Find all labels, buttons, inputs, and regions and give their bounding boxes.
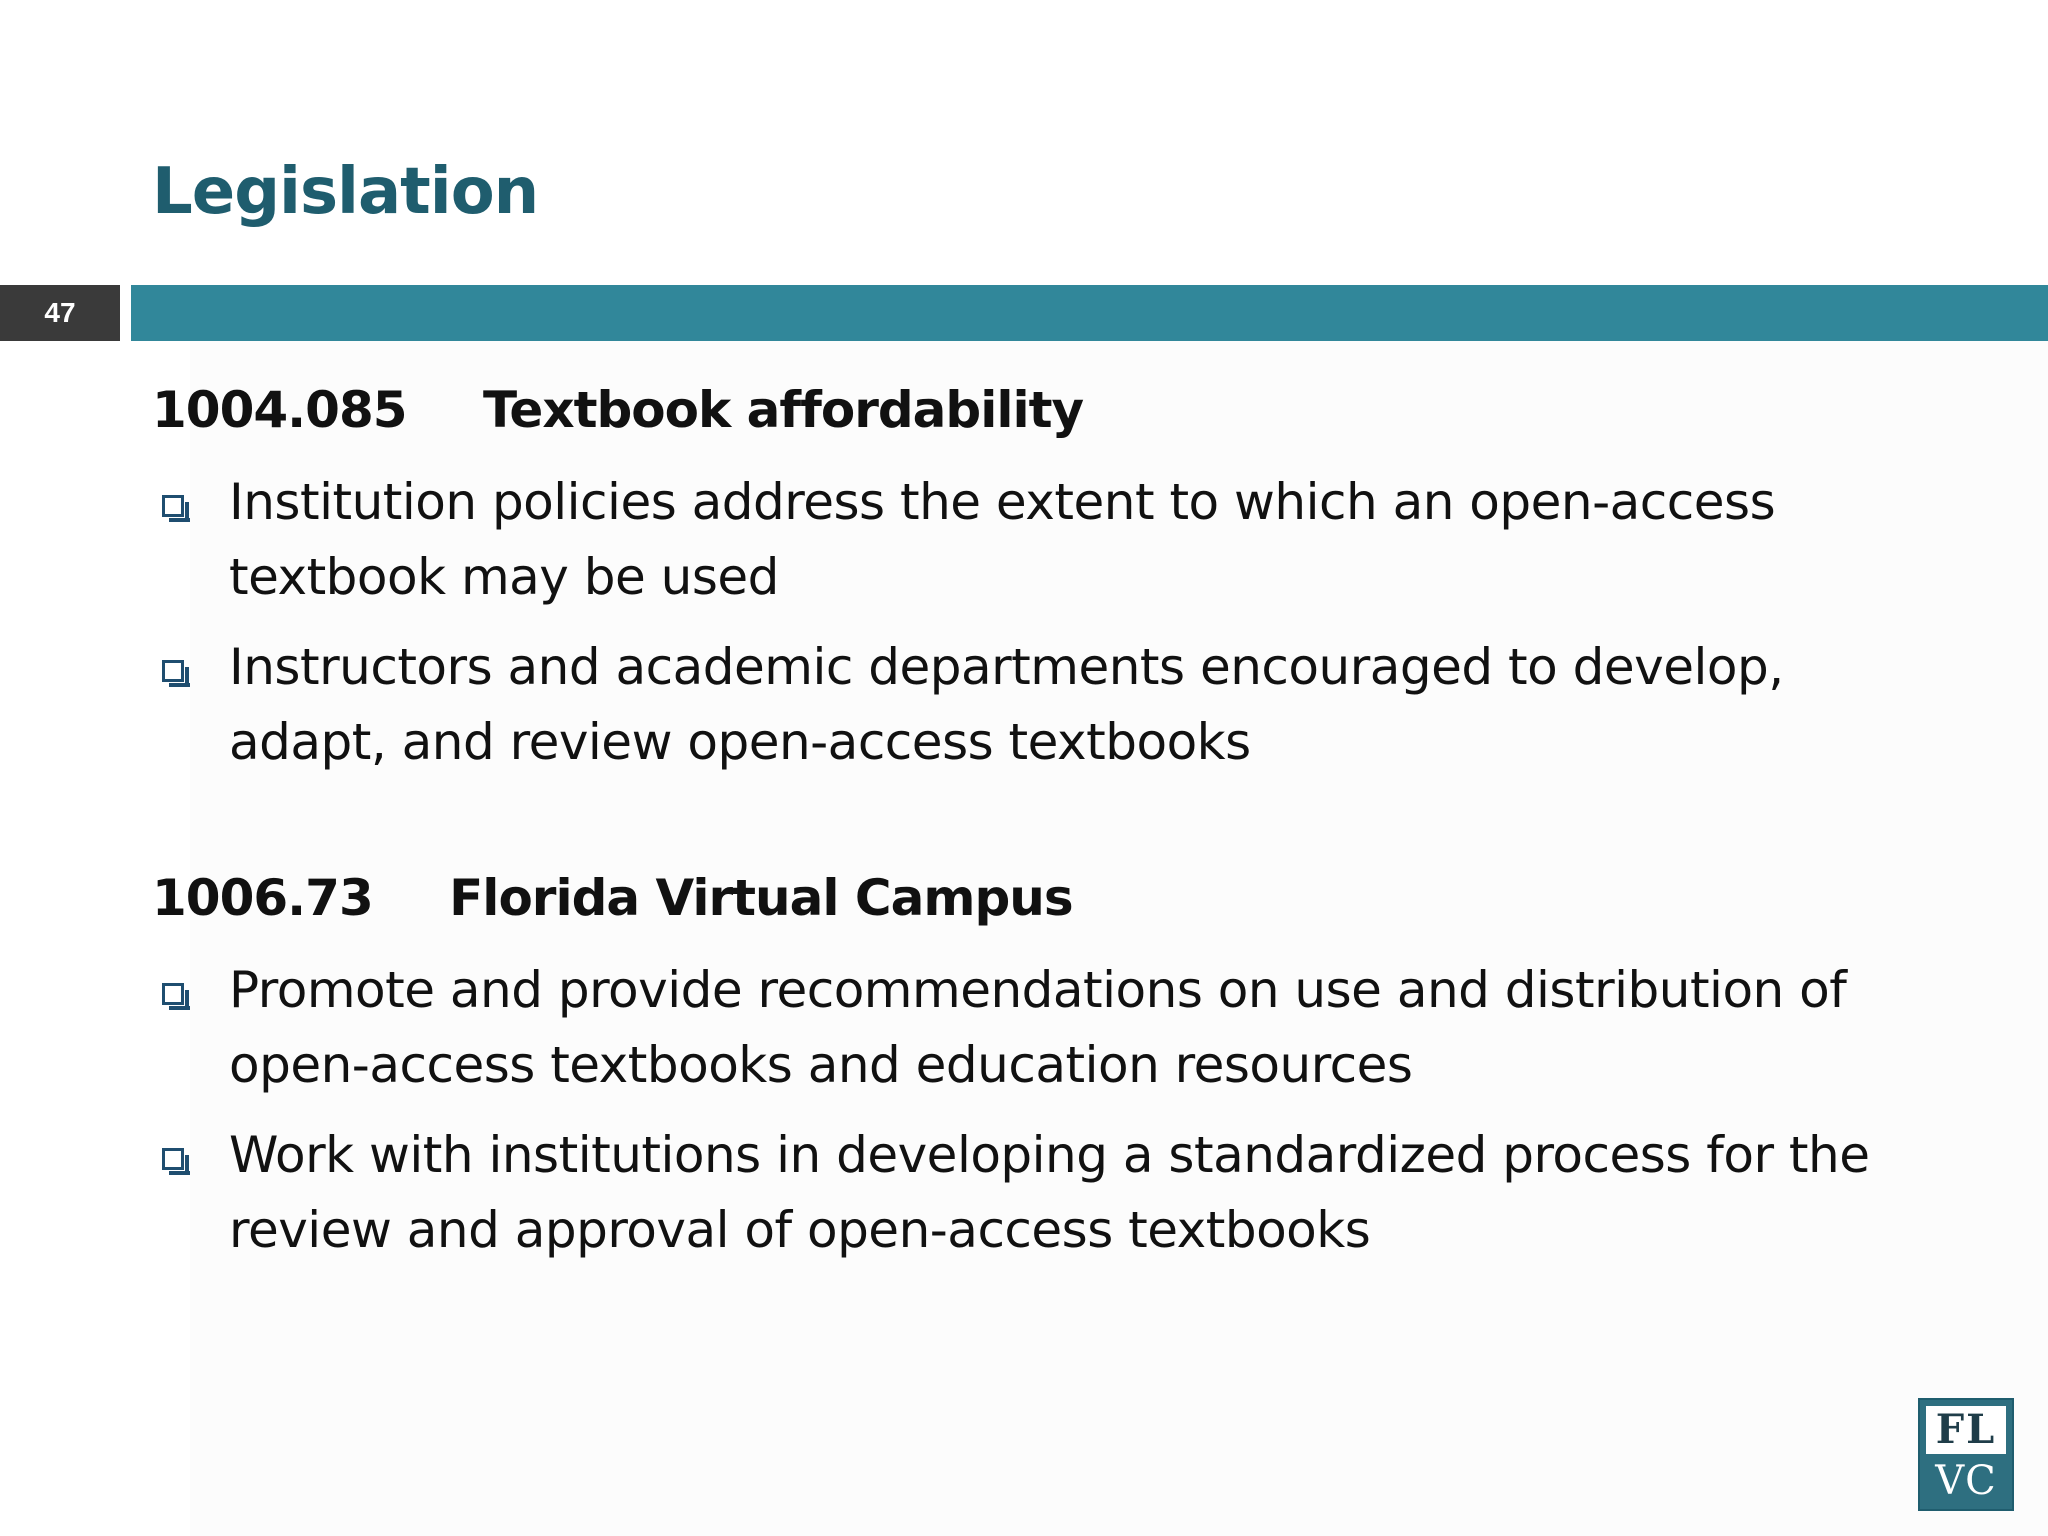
checkbox-icon <box>162 1148 184 1170</box>
section-florida-virtual-campus <box>152 858 1952 1268</box>
bullet-text: Institution policies address the extent to which an open-access textbook may be used <box>229 473 1776 606</box>
section-heading <box>152 370 1952 450</box>
bullet-text: Work with institutions in developing a standardized process for the review and approval of open-access textbooks <box>229 1126 1870 1259</box>
logo-top-text: FL <box>1926 1406 2006 1454</box>
list-item <box>152 953 1952 1103</box>
statute-name: Textbook affordability <box>482 381 1084 439</box>
checkbox-icon <box>162 983 184 1005</box>
bullet-text: Promote and provide recommendations on use and distribution of open-access textbooks and education resources <box>229 961 1847 1094</box>
bullet-text: Instructors and academic departments encouraged to develop, adapt, and review open-access textbooks <box>229 638 1784 771</box>
statute-name: Florida Virtual Campus <box>449 869 1073 927</box>
statute-code: 1006.73 <box>152 869 373 927</box>
flvc-logo <box>1918 1398 2014 1511</box>
statute-code: 1004.085 <box>152 381 407 439</box>
page-number-badge <box>0 285 120 341</box>
page-number: 47 <box>44 297 76 328</box>
title-divider-bar <box>131 285 2048 341</box>
logo-bottom-text: VC <box>1935 1458 1997 1504</box>
section-textbook-affordability <box>152 370 1952 780</box>
list-item <box>152 465 1952 615</box>
section-heading <box>152 858 1952 938</box>
bullet-list <box>152 953 1952 1268</box>
checkbox-icon <box>162 495 184 517</box>
list-item <box>152 1118 1952 1268</box>
page-title: Legislation <box>152 155 539 229</box>
bullet-list <box>152 465 1952 780</box>
slide-content <box>152 370 1952 1268</box>
list-item <box>152 630 1952 780</box>
checkbox-icon <box>162 660 184 682</box>
